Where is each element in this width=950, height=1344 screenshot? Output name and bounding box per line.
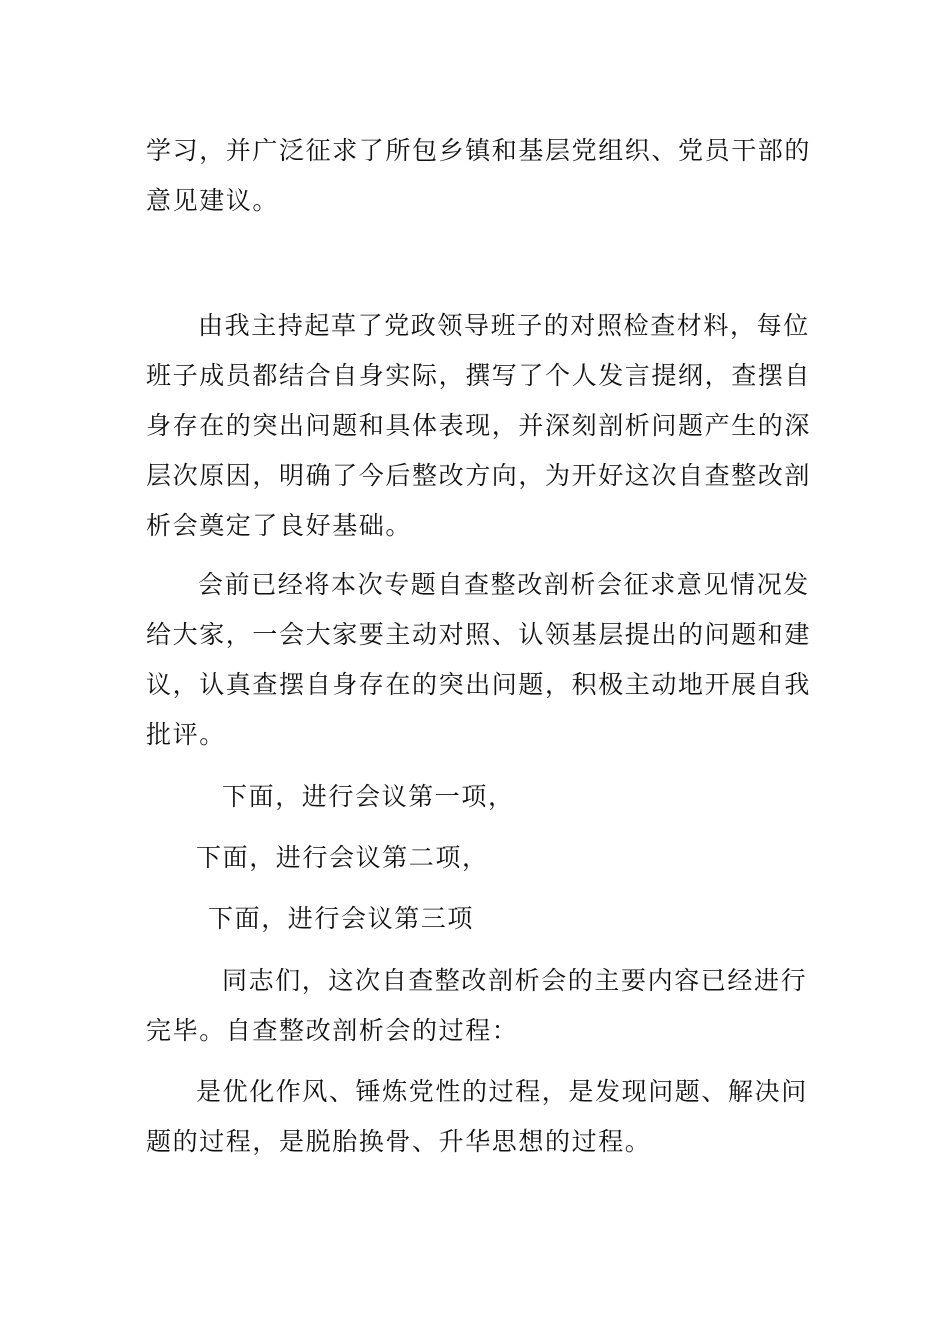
agenda-item-2: 下面，进行会议第二项， [196,843,489,872]
agenda-item-1: 下面，进行会议第一项， [222,782,515,811]
paragraph-line: 同志们，这次自查整改剖析会的主要内容已经进行 [222,966,808,995]
paragraph-line: 完毕。自查整改剖析会的过程： [146,1016,519,1045]
paragraph-line: 议，认真查摆自身存在的突出问题，积极主动地开展自我 [146,670,812,699]
paragraph-line: 意见建议。 [146,186,280,215]
paragraph-line: 学习，并广泛征求了所包乡镇和基层党组织、党员干部的 [146,136,812,165]
paragraph-line: 给大家，一会大家要主动对照、认领基层提出的问题和建 [146,620,812,649]
paragraph-line: 身存在的突出问题和具体表现，并深刻剖析问题产生的深 [146,411,812,440]
paragraph-line: 批评。 [146,720,226,749]
paragraph-line: 由我主持起草了党政领导班子的对照检查材料，每位 [198,311,810,340]
paragraph-line: 析会奠定了良好基础。 [146,511,413,540]
paragraph-line: 层次原因，明确了今后整改方向，为开好这次自查整改剖 [146,461,812,490]
agenda-item-3: 下面，进行会议第三项 [208,904,475,933]
paragraph-line: 是优化作风、锤炼党性的过程，是发现问题、解决问 [196,1077,808,1106]
paragraph-line: 班子成员都结合自身实际，撰写了个人发言提纲，查摆自 [146,361,812,390]
paragraph-line: 题的过程，是脱胎换骨、升华思想的过程。 [146,1127,652,1156]
paragraph-line: 会前已经将本次专题自查整改剖析会征求意见情况发 [198,570,810,599]
